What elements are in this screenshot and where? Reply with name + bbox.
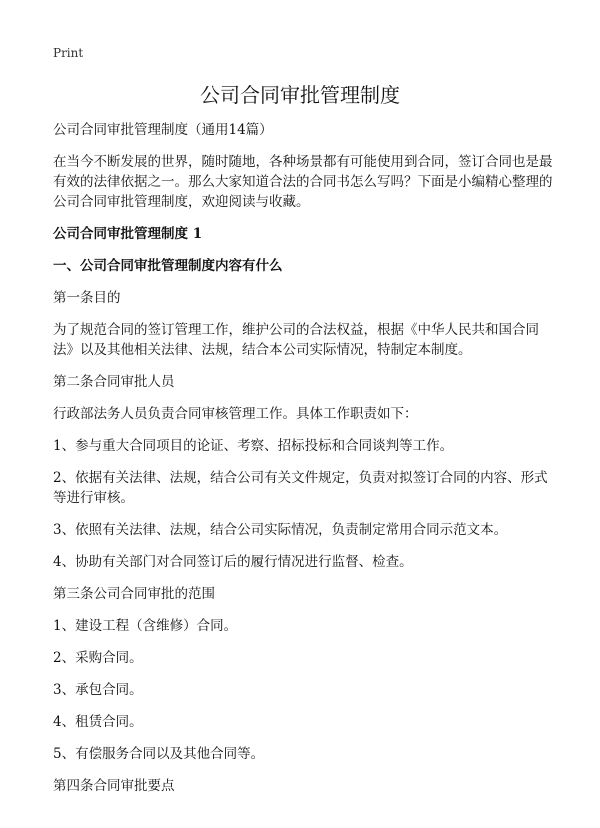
section-heading: 公司合同审批管理制度 1 — [53, 226, 203, 242]
body-paragraph: 行政部法务人员负责合同审核管理工作。具体工作职责如下： — [53, 406, 418, 422]
article-heading: 第二条合同审批人员 — [53, 374, 175, 390]
document-body — [53, 120, 553, 808]
list-item: 1、参与重大合同项目的论证、考察、招标投标和合同谈判等工作。 — [53, 438, 454, 454]
list-item: 4、租赁合同。 — [53, 714, 143, 730]
body-paragraph: 为了规范合同的签订管理工作，维护公司的合法权益，根据《中华人民共和国合同法》以及其他相关法律、法规，结合本公司实际情况，特制定本制度。 — [53, 322, 539, 358]
intro-paragraph: 在当今不断发展的世界，随时随地，各种场景都有可能使用到合同，签订合同也是最有效的法律依据之一。那么大家知道合法的合同书怎么写吗？下面是小编精心整理的公司合同审批管理制度，欢迎阅读与收藏。 — [53, 154, 553, 210]
list-item: 4、协助有关部门对合同签订后的履行情况进行监督、检查。 — [53, 554, 413, 570]
print-link[interactable]: Print — [53, 46, 84, 60]
article-heading: 第一条目的 — [53, 290, 121, 306]
list-item: 3、依照有关法律、法规，结合公司实际情况，负责制定常用合同示范文本。 — [53, 522, 508, 538]
article-heading: 第四条合同审批要点 — [53, 778, 175, 794]
list-item: 1、建设工程（含维修）合同。 — [53, 618, 238, 634]
subtitle-paragraph: 公司合同审批管理制度（通用14篇） — [53, 122, 273, 138]
list-item: 3、承包合同。 — [53, 682, 143, 698]
subsection-heading: 一、公司合同审批管理制度内容有什么 — [53, 258, 283, 274]
list-item: 2、采购合同。 — [53, 650, 143, 666]
document-title: 公司合同审批管理制度 — [200, 83, 400, 107]
list-item: 2、依据有关法律、法规，结合公司有关文件规定，负责对拟签订合同的内容、形式等进行审核。 — [53, 470, 548, 506]
list-item: 5、有偿服务合同以及其他合同等。 — [53, 746, 265, 762]
article-heading: 第三条公司合同审批的范围 — [53, 586, 215, 602]
